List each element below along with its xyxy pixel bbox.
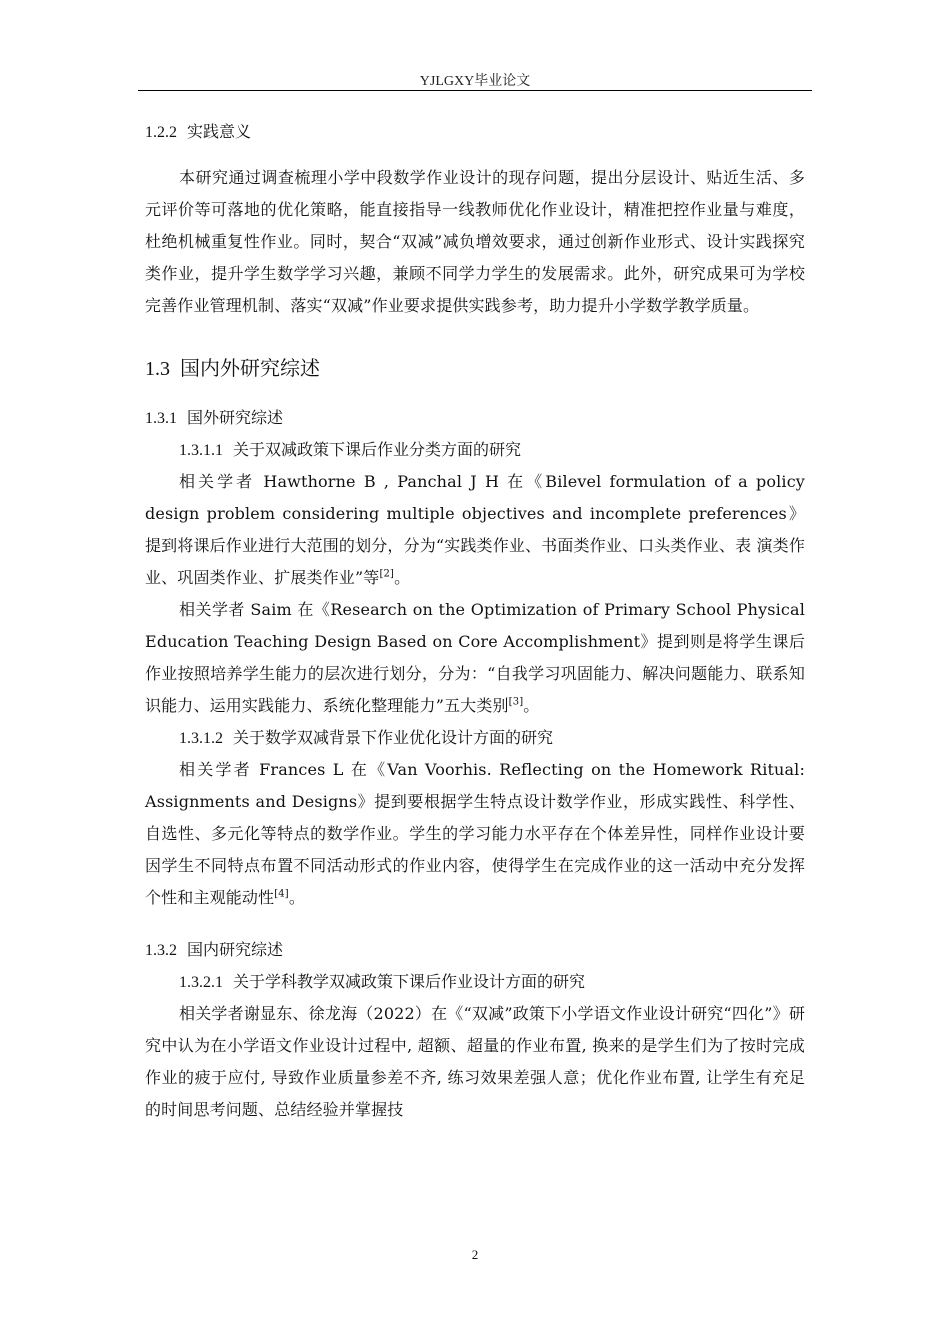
heading-number: 1.3 [145, 358, 170, 380]
paragraph-xie-xu: 相关学者谢显东、徐龙海（2022）在《“双减”政策下小学语文作业设计研究“四化”》研究中认为在小学语文作业设计过程中, 超额、超量的作业布置, 换来的是学生们为了按时完成作业的疲于应付, 导致作业质量参差不齐, 练习效果差强人意；优化作业布置, 让学生有充足的时间思考问题、总结经验并掌握技 [145, 1004, 805, 1119]
heading-1-3-1-1 [145, 434, 805, 466]
punctuation: 。 [523, 696, 540, 715]
heading-title: 国外研究综述 [187, 408, 284, 427]
heading-title: 国内外研究综述 [180, 356, 320, 380]
heading-title: 实践意义 [187, 122, 252, 141]
heading-number: 1.2.2 [145, 124, 177, 141]
paragraph-frances [145, 754, 805, 914]
heading-number: 1.3.2.1 [179, 974, 223, 991]
citation: [4] [274, 888, 289, 900]
punctuation: 。 [288, 888, 305, 907]
heading-number: 1.3.1.1 [179, 442, 223, 459]
heading-1-3-2-1 [145, 966, 805, 998]
heading-title: 关于数学双减背景下作业优化设计方面的研究 [233, 728, 554, 747]
paragraph-text: 相关学者 Hawthorne B , Panchal J H 在《Bilevel formulation of a policy design problem considering multiple objectives and incomplete preferences》提到将课后作业进行大范围的划分，分为“实践类作业、书面类作业、口头类作业、表 演类作业、巩固类作业、扩展类作业”等 [145, 472, 805, 587]
heading-number: 1.3.1.2 [179, 730, 223, 747]
citation: [3] [508, 696, 524, 708]
page-number: 2 [471, 1247, 479, 1262]
paragraph-hawthorne [145, 466, 805, 594]
heading-1-3-1 [145, 402, 805, 434]
heading-title: 关于学科教学双减政策下课后作业设计方面的研究 [233, 972, 586, 991]
heading-1-3 [145, 350, 805, 386]
citation: [2] [379, 568, 395, 580]
heading-1-2-2 [145, 116, 805, 148]
heading-title: 国内研究综述 [187, 940, 284, 959]
page-header: YJLGXY毕业论文 [419, 74, 531, 89]
heading-title: 关于双减政策下课后作业分类方面的研究 [233, 440, 522, 459]
heading-1-3-2 [145, 934, 805, 966]
heading-number: 1.3.1 [145, 410, 177, 427]
heading-number: 1.3.2 [145, 942, 177, 959]
punctuation: 。 [394, 568, 411, 587]
paragraph-text: 相关学者 Frances L 在《Van Voorhis. Reflecting on the Homework Ritual: Assignments and Designs》提到要根据学生特点设计数学作业，形成实践性、科学性、自选性、多元化等特点的数学作业。学生的学习能力水平存在个体差异性，同样作业设计要因学生不同特点布置不同活动形式的作业内容，使得学生在完成作业的这一活动中充分发挥个性和主观能动性 [145, 760, 805, 907]
paragraph-text: 相关学者 Saim 在《Research on the Optimization of Primary School Physical Education Teaching Design Based on Core Accomplishment》提到则是将学生课后作业按照培养学生能力的层次进行划分，分为：“自我学习巩固能力、解决问题能力、联系知识能力、运用实践能力、系统化整理能力”五大类别 [145, 600, 805, 715]
paragraph-practical-significance: 本研究通过调查梳理小学中段数学作业设计的现存问题，提出分层设计、贴近生活、多元评价等可落地的优化策略，能直接指导一线教师优化作业设计，精准把控作业量与难度，杜绝机械重复性作业。同时，契合“双减”减负增效要求，通过创新作业形式、设计实践探究类作业，提升学生数学学习兴趣，兼顾不同学力学生的发展需求。此外，研究成果可为学校完善作业管理机制、落实“双减”作业要求提供实践参考，助力提升小学数学教学质量。 [145, 168, 805, 315]
paragraph-saim [145, 594, 805, 722]
heading-1-3-1-2 [145, 722, 805, 754]
page-content [145, 116, 805, 1126]
header-rule [138, 90, 812, 91]
